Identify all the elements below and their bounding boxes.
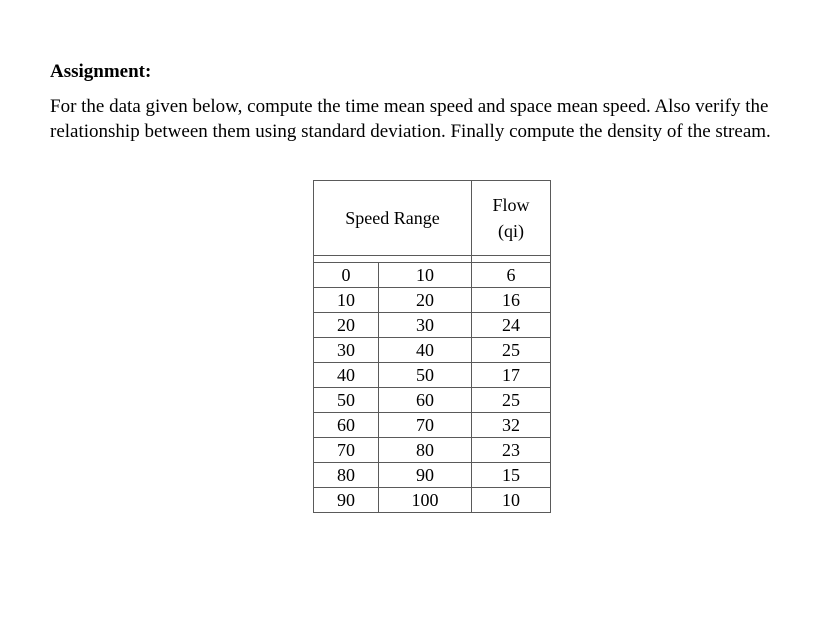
speed-from-cell: 50 bbox=[314, 388, 379, 413]
flow-cell: 15 bbox=[472, 463, 551, 488]
flow-cell: 10 bbox=[472, 488, 551, 513]
flow-cell: 25 bbox=[472, 388, 551, 413]
flow-cell: 32 bbox=[472, 413, 551, 438]
table-row bbox=[314, 288, 551, 313]
speed-to-cell: 40 bbox=[379, 338, 472, 363]
table-row bbox=[314, 438, 551, 463]
flow-cell: 17 bbox=[472, 363, 551, 388]
assignment-heading: Assignment: bbox=[50, 61, 152, 82]
table-row bbox=[314, 313, 551, 338]
spacer-cell bbox=[472, 256, 551, 263]
speed-from-cell: 30 bbox=[314, 338, 379, 363]
table-spacer-row bbox=[314, 256, 551, 263]
flow-cell: 6 bbox=[472, 263, 551, 288]
flow-cell: 23 bbox=[472, 438, 551, 463]
speed-from-cell: 90 bbox=[314, 488, 379, 513]
flow-header bbox=[472, 181, 551, 256]
table-row bbox=[314, 263, 551, 288]
speed-from-cell: 0 bbox=[314, 263, 379, 288]
speed-to-cell: 70 bbox=[379, 413, 472, 438]
speed-to-cell: 60 bbox=[379, 388, 472, 413]
flow-header-label: Flow bbox=[492, 195, 530, 215]
speed-to-cell: 50 bbox=[379, 363, 472, 388]
speed-from-cell: 80 bbox=[314, 463, 379, 488]
flow-header-unit: (qi) bbox=[498, 221, 524, 241]
spacer-cell bbox=[314, 256, 472, 263]
table-row bbox=[314, 413, 551, 438]
speed-to-cell: 10 bbox=[379, 263, 472, 288]
speed-from-cell: 20 bbox=[314, 313, 379, 338]
speed-to-cell: 30 bbox=[379, 313, 472, 338]
speed-from-cell: 40 bbox=[314, 363, 379, 388]
description-line-1: For the data given below, compute the time mean speed and space mean speed. Also verify the bbox=[50, 96, 769, 117]
speed-to-cell: 90 bbox=[379, 463, 472, 488]
table-row bbox=[314, 488, 551, 513]
table-row bbox=[314, 463, 551, 488]
speed-flow-table bbox=[313, 180, 551, 513]
flow-cell: 25 bbox=[472, 338, 551, 363]
description-line-2: relationship between them using standard deviation. Finally compute the density of the stream. bbox=[50, 121, 771, 142]
speed-range-header: Speed Range bbox=[314, 181, 472, 256]
table-row bbox=[314, 363, 551, 388]
assignment-description bbox=[50, 94, 810, 144]
flow-cell: 16 bbox=[472, 288, 551, 313]
table-header-row bbox=[314, 181, 551, 256]
flow-cell: 24 bbox=[472, 313, 551, 338]
table-row bbox=[314, 338, 551, 363]
speed-from-cell: 70 bbox=[314, 438, 379, 463]
table-row bbox=[314, 388, 551, 413]
speed-to-cell: 20 bbox=[379, 288, 472, 313]
speed-from-cell: 10 bbox=[314, 288, 379, 313]
speed-to-cell: 100 bbox=[379, 488, 472, 513]
speed-to-cell: 80 bbox=[379, 438, 472, 463]
speed-from-cell: 60 bbox=[314, 413, 379, 438]
